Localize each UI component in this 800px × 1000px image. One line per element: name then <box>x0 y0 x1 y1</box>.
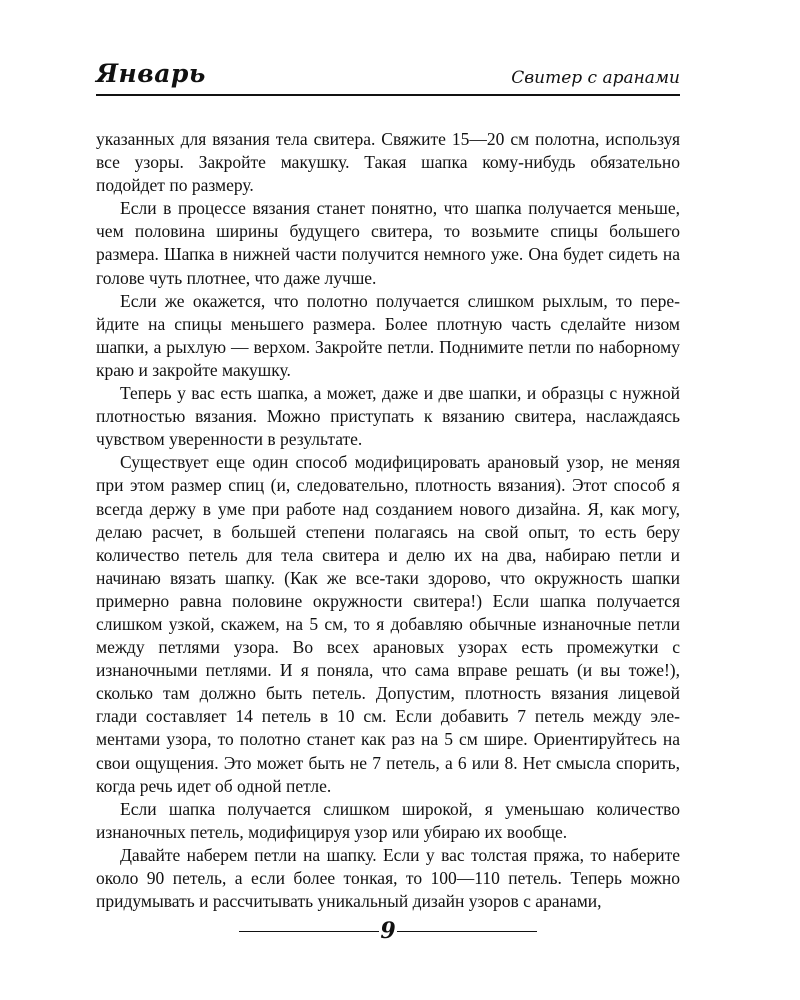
footer-rule-right <box>397 931 537 932</box>
page-number: 9 <box>380 918 396 944</box>
chapter-title: Январь <box>96 59 206 88</box>
paragraph: Если шапка получается слишком широкой, я уменьшаю количество изнаночных петель, модифицируя узор или убираю их вообще. <box>96 798 680 842</box>
page-footer <box>96 918 680 944</box>
header-rule <box>96 94 680 96</box>
paragraph: Давайте наберем петли на шапку. Если у вас толстая пряжа, то наберите около 90 петель, а если более тонкая, то 100—110 петель. Теперь можно придумывать и рассчитывать уникальный дизайн узоров с аранами, <box>96 844 680 912</box>
paragraph: Если же окажется, что полотно получается слишком рыхлым, то перейдите на спицы меньшего размера. Более плотную часть сделайте низом шапки, а рыхлую — верхом. Закройте петли. Поднимите петли по наборному краю и закройте макушку. <box>96 290 680 380</box>
paragraph: Теперь у вас есть шапка, а может, даже и две шапки, и образцы с нужной плотностью вязания. Можно приступать к вязанию свитера, наслаждаясь чувством уверенности в результате. <box>96 383 680 450</box>
body-text <box>96 128 680 913</box>
running-header <box>96 58 680 96</box>
paragraph: Существует еще один способ модифицировать арановый узор, не меняя при этом размер спиц (и, следовательно, плотность вязания). Этот способ я всегда держу в уме при работе над созданием нового дизайна. Я, как могу, делаю расчет, в большей степени полагаясь на свой опыт, то есть беру количество петель для тела свитера и делю их на два, набираю петли и начинаю вязать шапку. (Как же все-таки здорово, что окружность шапки примерно равна половине окружности свитера!) Если шапка получается слишком узкой, скажем, на 5 см, то я добавляю обычные изнаночные петли между петлями узора. Во всех арановых узорах есть промежутки с изнаночными петлями. И я поняла, что сама вправе решать (и вы тоже!), сколько там должно быть петель. Допустим, плотность вязания лицевой глади составляет 14 петель в 10 см. Если добавить 7 петель между элементами узора, то полотно станет как раз на 5 см шире. Ориентируйтесь на свои ощущения. Это может быть не 7 петель, а 6 или 8. Нет смысла спорить, когда речь идет об одной петле. <box>96 452 680 796</box>
section-title: Свитер с аранами <box>511 68 680 88</box>
paragraph: Если в процессе вязания станет понятно, что шапка получается меньше, чем половина ширины будущего свитера, то возьмите спицы большего размера. Шапка в нижней части получится немного уже. Она будет сидеть на голове чуть плотнее, что даже лучше. <box>96 198 680 288</box>
paragraph: указанных для вязания тела свитера. Свяжите 15—20 см полотна, используя все узоры. Закройте макушку. Такая шапка кому-нибудь обязательно подойдет по размеру. <box>96 129 680 196</box>
